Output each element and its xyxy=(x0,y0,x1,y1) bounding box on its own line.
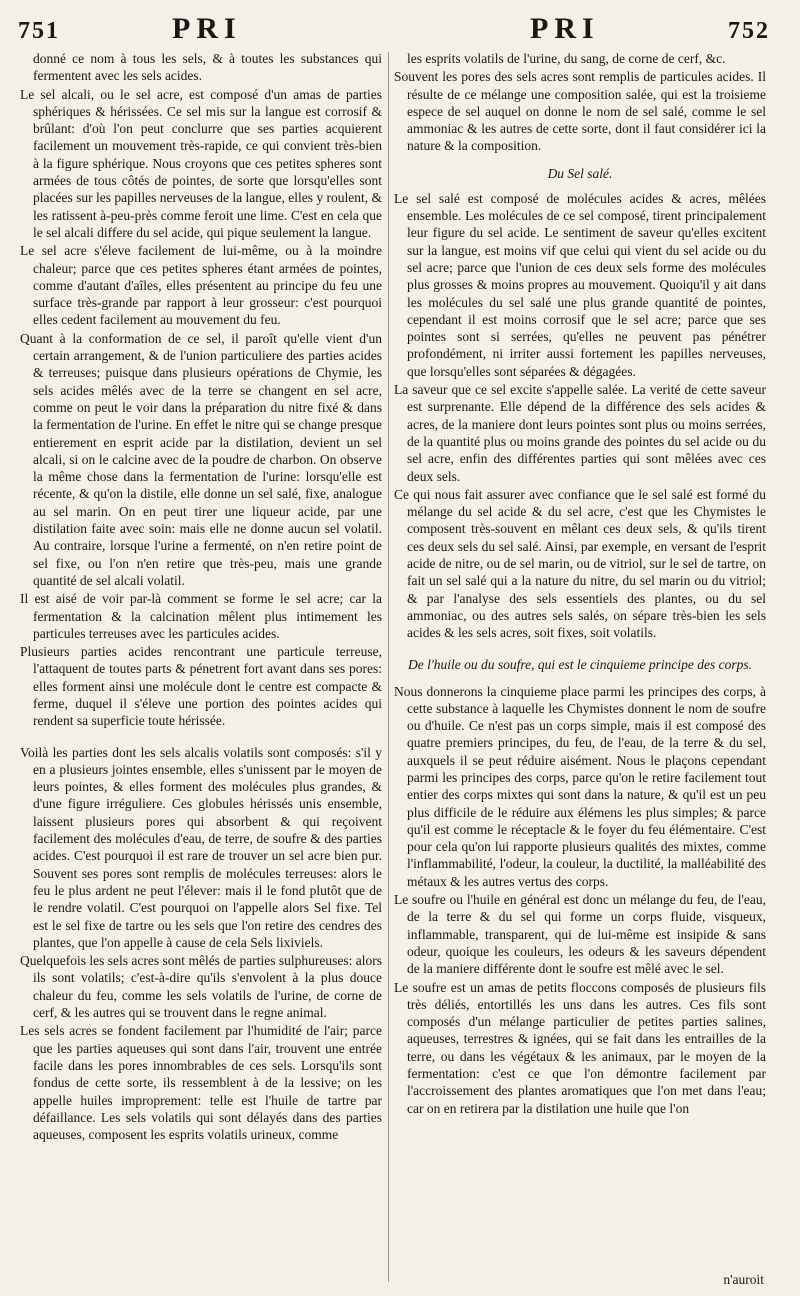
running-head-right: PRI xyxy=(530,12,600,45)
paragraph: Souvent les pores des sels acres sont remplis de particules acides. Il résulte de ce mélange une composition salée, qui est la troisieme espece de sel auquel on donne le nom de sel salé, comme le sel ammoniac & les autres de cette sorte, dont il faut considérer ici la nature & la composition. xyxy=(394,69,766,154)
catchword: n'auroit xyxy=(723,1272,764,1287)
page-number-right: 752 xyxy=(728,18,770,44)
paragraph: Ce qui nous fait assurer avec confiance que le sel salé est formé du mélange du sel acide & du sel acre, c'est que les Chymistes le composent très-souvent en mêlant ces deux sels, & qu'ils tirent ces deux sels du sel salé. Ainsi, par exemple, en versant de l'esprit acide de nitre, ou de sel marin, ou de vitriol, sur le sel de tartre, on fait un sel salé qui a la nature du nitre, du sel marin ou du vitriol; & par l'analyse des sels essentiels des plantes, ou du sel ammoniac, ou des autres sels salés, on sépare très-bien les sels acides & les sels acres, soit fixes, soit volatils. xyxy=(394,486,766,641)
paragraph: Quelquefois les sels acres sont mêlés de parties sulphureuses: alors ils sont volatils; c'est-à-dire qu'ils s'envolent à la plus douce chaleur du feu, comme les sels volatils de l'urine, de corne de cerf, & les autres qui se trouvent dans le regne animal. xyxy=(20,953,382,1021)
paragraph: Plusieurs parties acides rencontrant une particule terreuse, l'attaquent de toutes parts & pénetrent fort avant dans ses pores: elles forment ainsi une molécule dont le centre est compacte & ferme, duquel il s'éleve une portion des pointes acides qui rendent sa superficie toute hérissée. xyxy=(20,644,382,729)
paragraph: Les sels acres se fondent facilement par l'humidité de l'air; parce que les parties aqueuses qui sont dans l'air, trouvent une entrée facile dans les pores innombrables de ces sels. Lorsqu'ils sont fondus de cette sorte, ils ressemblent à de la lessive; on les appelle huiles improprement: telle est l'huile de tartre par défaillance. Les sels volatils qui sont délayés dans des parties aqueuses, composent les esprits volatils urineux, comme xyxy=(20,1023,382,1143)
paragraph: Le sel alcali, ou le sel acre, est composé d'un amas de parties sphériques & hérissées. Ce sel mis sur la langue est corrosif & brûlant: d'où l'on peut conclurre que ses parties acquierent facilement un mouvement très-rapide, ce qui convient très-bien à la figure sphérique. Nous croyons que ces petites spheres sont armées de tous côtés de pointes, de sorte que lorsqu'elles sont placées sur les papilles nerveuses de la langue, elles y roulent, & les ratissent à-peu-près comme feroit une lime. C'est en cela que le sel alcali differe du sel acide, qui pique seulement la langue. xyxy=(20,86,382,240)
paragraph: Il est aisé de voir par-là comment se forme le sel acre; car la fermentation & la calcination mêlent plus intimement les particules terreuses avec les particules acides. xyxy=(20,591,382,641)
paragraph: Nous donnerons la cinquieme place parmi les principes des corps, à cette substance à laquelle les Chymistes donnent le nom de soufre ou d'huile. Ce n'est pas un corps simple, mais il est composé des quatre premiers principes, du feu, de l'eau, de la terre & du sel, auxquels il se peut réduire aisément. Nous le plaçons cependant parmi les principes des corps, parce qu'on le retire facilement tout entier des corps mixtes qui sont dans la nature, & qu'il est un peu plus difficile de le réduire aux élémens les plus simples; & parce qu'il est comme le réceptacle & le foyer du feu élémentaire. C'est pour cela qu'on lui rapporte plusieurs qualités des mixtes, comme l'inflammabilité, l'odeur, la couleur, la ductilité, la malléabilité des métaux & les autres vertus des corps. xyxy=(394,683,766,889)
section-heading-sel-sale: Du Sel salé. xyxy=(547,165,613,181)
section-heading-huile: De l'huile ou du soufre, qui est le cinquieme principe des corps. xyxy=(408,656,752,672)
paragraph: Voilà les parties dont les sels alcalis volatils sont composés: s'il y en a plusieurs jointes ensemble, elles s'unissent par le moyen de leurs pointes, & elles forment des molécules plus grandes, & d'une figure irréguliere. Ces globules hérissés unis ensemble, laissent plusieurs pores qui absorbent & qui reçoivent facilement des molécules d'eau, de terre, de soufre & des parties acides. C'est pourquoi il est rare de trouver un sel acre bien pur. Souvent ses pores sont remplis de molécules terreuses: alors le feu le plus ardent ne peut l'élever: mais il le fond plutôt que de le rendre volatil. C'est pourquoi on l'appelle alors Sel fixe. Tel est le sel fixe de tartre ou les sels que l'on retire des cendres des plantes, que l'on appelle à cause de cela Sels lixiviels. xyxy=(20,744,382,950)
paragraph: Le soufre ou l'huile en général est donc un mélange du feu, de l'eau, de la terre & du sel qui forme un corps fluide, visqueux, inflammable, transparent, qui de lui-même est insipide & sans odeur, quoique les couleurs, les odeurs & les saveurs dépendent de la maniere différente dont le soufre est mêlé avec le sel. xyxy=(394,892,766,977)
paragraph: Le sel acre s'éleve facilement de lui-même, ou à la moindre chaleur; parce que ces petites spheres étant armées de pointes, comme d'autant d'aîles, elles présentent au principe du feu une surface très-grande par rapport à leur grosseur: c'est pourquoi elles cedent facilement au mouvement du feu. xyxy=(20,243,382,328)
running-head-left: PRI xyxy=(172,12,242,45)
left-column xyxy=(20,50,382,1285)
page-number-left: 751 xyxy=(18,18,60,44)
paragraph: La saveur que ce sel excite s'appelle salée. La verité de cette saveur est surprenante. Elle dépend de la différence des sels acides & acres, de la maniere dont leurs pointes sont plus ou moins serrées, de la quantité plus ou moins grande des pointes du sel acide ou du sel acre, enfin des différentes parties qui sont mêlées avec ces deux sels. xyxy=(394,382,766,484)
paragraph: les esprits volatils de l'urine, du sang, de corne de cerf, &c. xyxy=(407,51,726,66)
paragraph: Le soufre est un amas de petits floccons composés de plusieurs fils très déliés, entortillés les uns dans les autres. Ces fils sont composés d'un mélange particulier de petites parties salines, aqueuses, terrestres & ignées, qui se fait dans les entrailles de la terre, ou dans les végétaux & les animaux, par le moyen de la fermentation: c'est ce que l'on démontre facilement par l'accroissement des plantes aromatiques que l'on met dans l'eau; car on en retirera par la distilation une huile que l'on xyxy=(394,979,766,1116)
column-divider xyxy=(388,52,389,1282)
paragraph: Le sel salé est composé de molécules acides & acres, mêlées ensemble. Les molécules de ce sel composé, tirent principalement leur figure du sel acide. Le sentiment de saveur qu'elles excitent sur la langue, est moins vif que celui qui vient du sel acide ou du sel acre; parce que l'union de ces deux sels forme des molécules plus grosses & moins propres au mouvement. Quoiqu'il y ait dans les molécules du sel salé une plus grande quantité de pointes, cependant il est moins corrosif que le sel acre; parce que ses pointes sont si serrées, qu'elles ne peuvent pas pénétrer profondément, ni irriter aussi fortement les papilles nerveuses, que lorsqu'elles sont séparées & dégagées. xyxy=(394,190,766,379)
right-column xyxy=(394,50,766,1285)
paragraph: Quant à la conformation de ce sel, il paroît qu'elle vient d'un certain arrangement, & de l'union particuliere des parties acides & terreuses; puisque dans plusieurs opérations de Chymie, les sels acides mêlés avec de la terre se changent en sel acre, comme on peut le voir dans la préparation du nitre fixé & dans la fermentation de l'urine. En effet le nitre qui se change presque entierement en esprit acide par la distilation, devient un sel alcali, si on le calcine avec de la poudre de charbon. On observe la même chose dans la fermentation de l'urine: lorsqu'elle est récente, & qu'on la distile, elle donne un sel salé, fixe, analogue au sel marin. On en peut tirer une liqueur acide, par une distilation faite avec soin: mais elle ne donne aucun sel volatil. Au contraire, lorsque l'urine a fermenté, on n'en retire point de sel fixe, ou l'on n'en retire que très-peu, mais une grande quantité de sel alcali volatil. xyxy=(20,330,382,588)
paragraph: donné ce nom à tous les sels, & à toutes les substances qui fermentent avec les sels acides. xyxy=(33,51,382,84)
